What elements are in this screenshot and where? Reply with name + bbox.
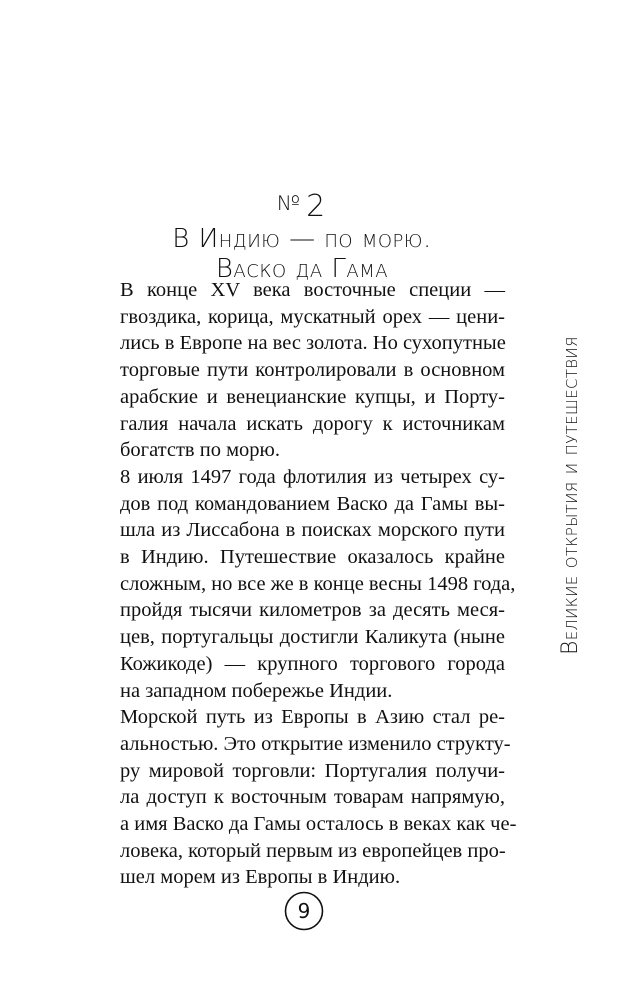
chapter-number-value: 2 [306, 189, 328, 224]
body-line: Морской путь из Европы в Азию стал ре- [120, 706, 505, 729]
body-text [120, 277, 517, 891]
chapter-title-line-2: Васко да Гама [215, 254, 389, 284]
number-sign: № [276, 191, 303, 215]
body-line: а имя Васко да Гамы осталось в веках как че- [120, 813, 517, 836]
body-line: ла доступ к восточным товарам напрямую, [120, 786, 505, 809]
body-line: гвоздика, корица, мускатный орех — цени- [120, 305, 505, 328]
body-line: сложным, но все же в конце весны 1498 года, [120, 572, 516, 595]
body-line: арабские и венецианские купцы, и Порту- [120, 385, 505, 408]
body-line: цев, португальцы достигли Каликута (ныне [120, 626, 505, 649]
page-number-badge [282, 889, 326, 933]
body-line: В конце XV века восточные специи — [120, 279, 505, 301]
chapter-header [120, 186, 484, 284]
body-line: Кожикоде) — крупного торгового города [120, 652, 505, 675]
body-line: ру мировой торговли: Португалия получи- [120, 759, 505, 782]
body-line: в Индию. Путешествие оказалось крайне [120, 546, 505, 569]
body-line: богатств по морю. [120, 439, 280, 462]
body-line: альностью. Это открытие изменило структу- [120, 732, 511, 755]
page-number: 9 [297, 899, 311, 923]
body-line: дов под командованием Васко да Гамы вы- [120, 492, 505, 515]
chapter-number [120, 186, 484, 224]
body-line: пройдя тысячи километров за десять меся- [120, 599, 505, 622]
body-line: шел морем из Европы в Индию. [120, 866, 401, 889]
body-line: 8 июля 1497 года флотилия из четырех су- [120, 465, 505, 488]
body-line: галия начала искать дорогу к источникам [120, 412, 505, 435]
running-side-title: Великие открытия и путешествия [558, 336, 583, 655]
body-line: шла из Лиссабона в поисках морского пути [120, 519, 505, 542]
body-line: лись в Европе на вес золота. Но сухопутные [120, 332, 506, 355]
body-line: на западном побережье Индии. [120, 679, 393, 702]
body-line: ловека, который первым из европейцев про- [120, 839, 506, 862]
chapter-title-line-1: В Индию — по морю. [172, 224, 432, 254]
body-line: торговые пути контролировали в основном [120, 359, 505, 382]
